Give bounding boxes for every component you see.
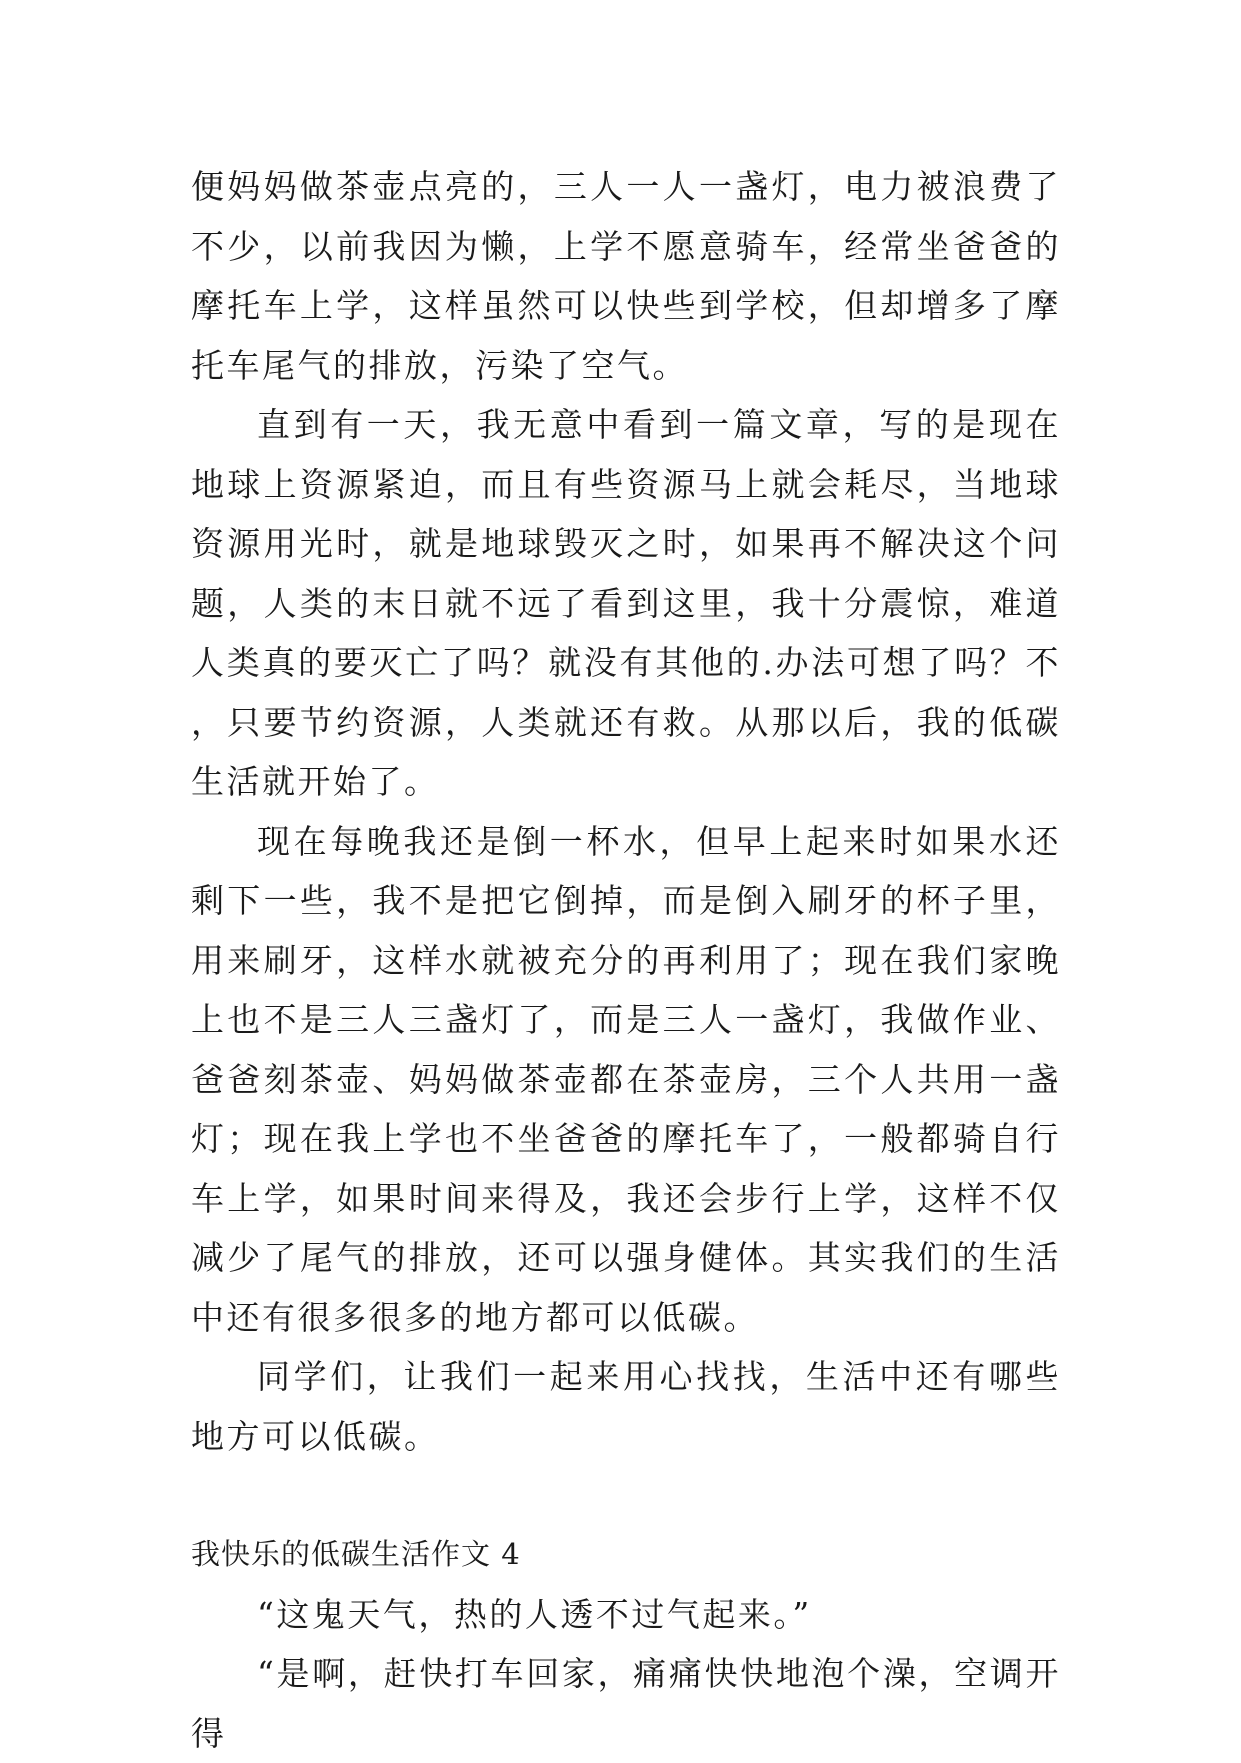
paragraph: “这鬼天气，热的人透不过气起来。” (257, 1594, 812, 1634)
paragraph-continued: 便妈妈做茶壶点亮的，三人一人一盏灯，电力被浪费了不少，以前我因为懒，上学不愿意骑车，经常坐爸爸的摩托车上学，这样虽然可以快些到学校，但却增多了摩托车尾气的排放，污染了空气。 (191, 167, 1061, 385)
paragraph: “是啊，赶快打车回家，痛痛快快地泡个澡，空调开得 (191, 1654, 1061, 1753)
paragraph: 直到有一天，我无意中看到一篇文章，写的是现在地球上资源紧迫，而且有些资源马上就会耗尽，当地球资源用光时，就是地球毁灭之时，如果再不解决这个问题，人类的末日就不远了看到这里，我十分震惊，难道人类真的要灭亡了吗？就没有其他的.办法可想了吗？不，只要节约资源，人类就还有救。从那以后，我的低碳生活就开始了。 (191, 405, 1061, 801)
paragraph: 现在每晚我还是倒一杯水，但早上起来时如果水还剩下一些，我不是把它倒掉，而是倒入刷牙的杯子里，用来刷牙，这样水就被充分的再利用了；现在我们家晚上也不是三人三盏灯了，而是三人一盏灯，我做作业、爸爸刻茶壶、妈妈做茶壶都在茶壶房，三个人共用一盏灯；现在我上学也不坐爸爸的摩托车了，一般都骑自行车上学，如果时间来得及，我还会步行上学，这样不仅减少了尾气的排放，还可以强身健体。其实我们的生活中还有很多很多的地方都可以低碳。 (191, 821, 1061, 1337)
paragraph: 同学们，让我们一起来用心找找，生活中还有哪些地方可以低碳。 (191, 1357, 1061, 1456)
section-title: 我快乐的低碳生活作文 4 (191, 1537, 521, 1571)
document-body (191, 157, 1061, 1763)
